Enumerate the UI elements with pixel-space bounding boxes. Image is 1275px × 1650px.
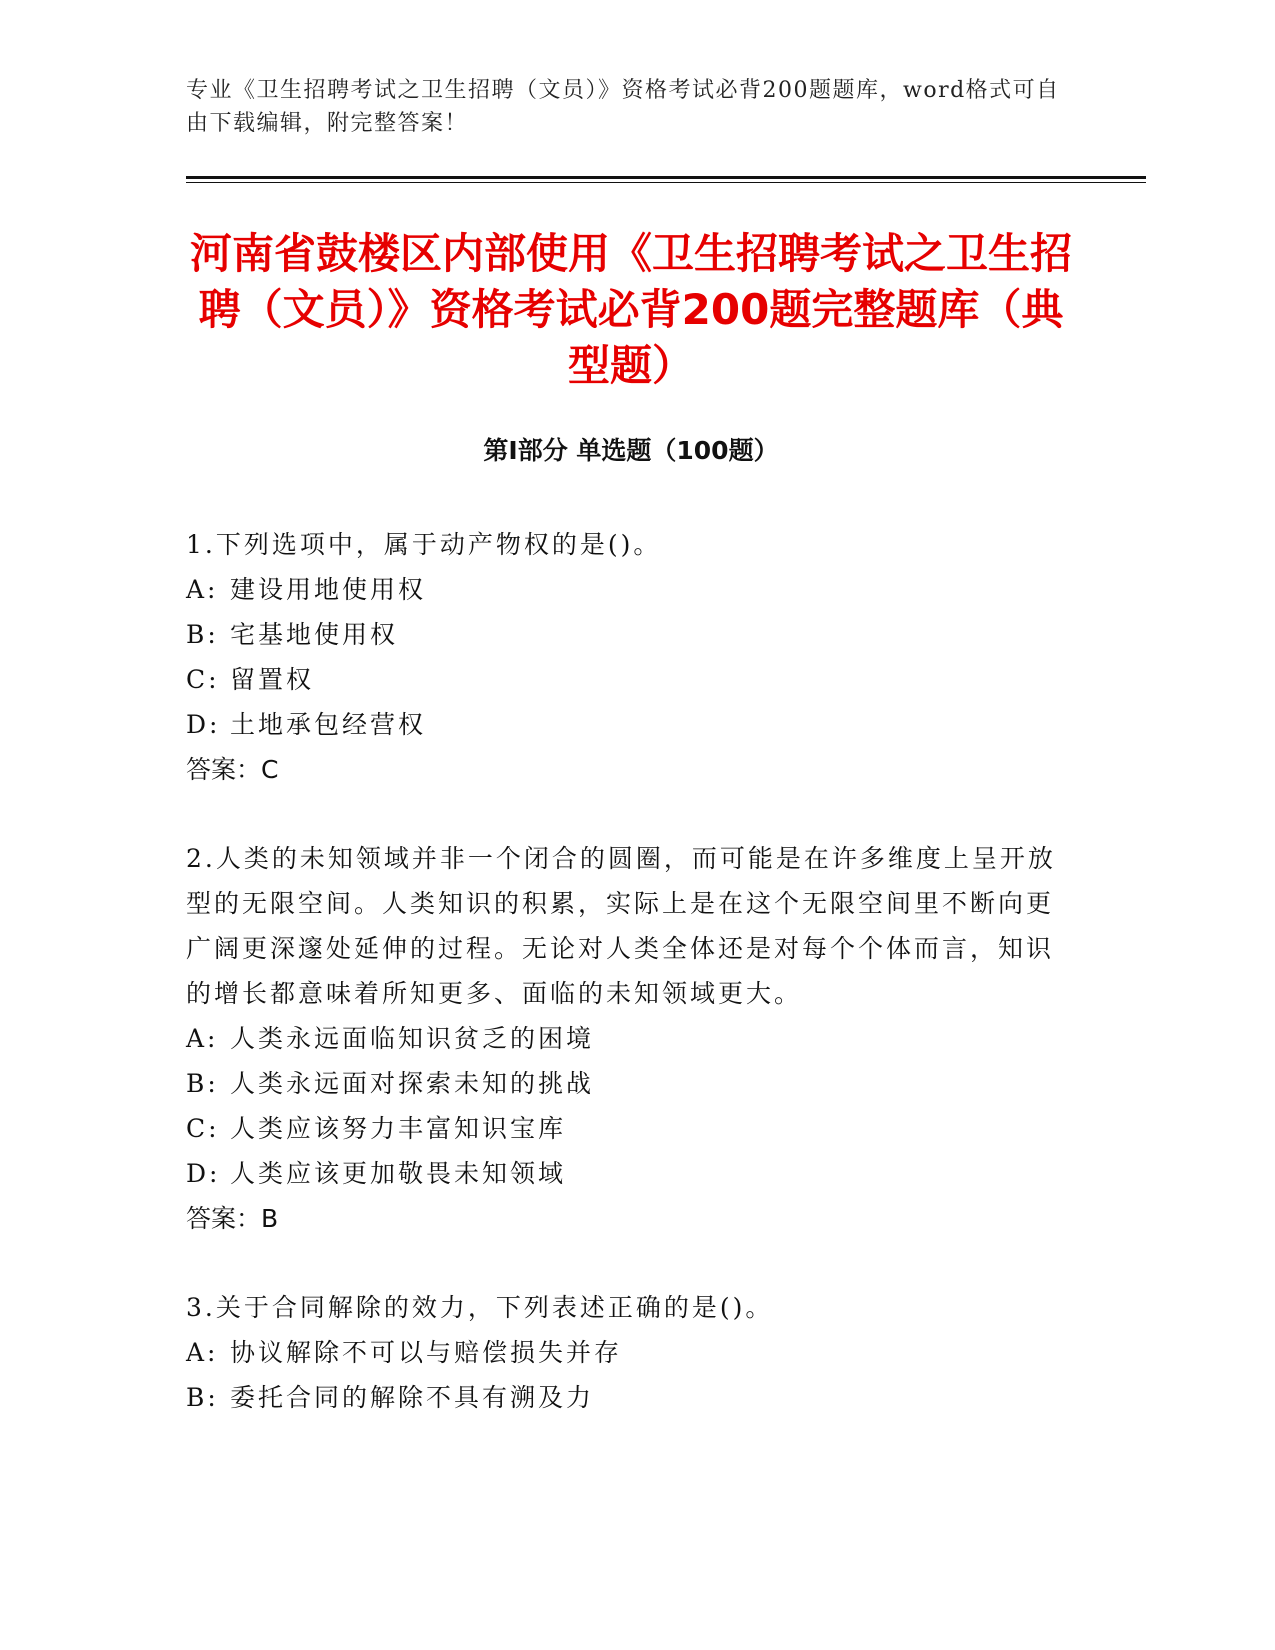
option-letter: D: <box>186 1159 221 1188</box>
question-item <box>186 836 1066 1241</box>
header-divider-thin <box>186 182 1146 183</box>
option-text: 人类永远面临知识贫乏的困境 <box>230 1024 595 1053</box>
option-text: 委托合同的解除不具有溯及力 <box>230 1383 595 1412</box>
question-stem: 3.关于合同解除的效力，下列表述正确的是()。 <box>186 1293 774 1322</box>
answer-line: 答案：B <box>186 1204 279 1233</box>
option-d <box>186 702 1066 747</box>
question-stem: 1.下列选项中，属于动产物权的是()。 <box>186 530 662 559</box>
option-letter: C: <box>186 665 220 694</box>
option-b <box>186 612 1066 657</box>
option-text: 人类应该努力丰富知识宝库 <box>230 1114 567 1143</box>
option-b <box>186 1375 1066 1420</box>
question-list <box>186 522 1066 1464</box>
option-text: 留置权 <box>230 665 315 694</box>
option-a <box>186 1330 1066 1375</box>
option-d <box>186 1151 1066 1196</box>
option-letter: A: <box>186 1024 219 1053</box>
option-letter: A: <box>186 1338 219 1367</box>
question-stem: 2.人类的未知领域并非一个闭合的圆圈，而可能是在许多维度上呈开放型的无限空间。人类知识的积累，实际上是在这个无限空间里不断向更广阔更深邃处延伸的过程。无论对人类全体还是对每个个体而言，知识的增长都意味着所知更多、面临的未知领域更大。 <box>186 844 1056 1008</box>
header-note: 专业《卫生招聘考试之卫生招聘（文员）》资格考试必背200题题库，word格式可自由下载编辑，附完整答案！ <box>186 78 1060 136</box>
option-text: 宅基地使用权 <box>230 620 399 649</box>
option-letter: B: <box>186 620 219 649</box>
option-text: 土地承包经营权 <box>230 710 427 739</box>
option-letter: B: <box>186 1383 219 1412</box>
option-a <box>186 1016 1066 1061</box>
section-title: 第Ⅰ部分 单选题（100题） <box>483 436 779 465</box>
option-text: 人类永远面对探索未知的挑战 <box>230 1069 595 1098</box>
option-letter: A: <box>186 575 219 604</box>
option-letter: B: <box>186 1069 219 1098</box>
question-item <box>186 522 1066 792</box>
option-letter: C: <box>186 1114 220 1143</box>
header-divider-thick <box>186 176 1146 179</box>
option-b <box>186 1061 1066 1106</box>
option-c <box>186 657 1066 702</box>
option-text: 建设用地使用权 <box>230 575 427 604</box>
option-text: 人类应该更加敬畏未知领域 <box>230 1159 567 1188</box>
option-letter: D: <box>186 710 221 739</box>
answer-line: 答案：C <box>186 755 279 784</box>
document-title: 河南省鼓楼区内部使用《卫生招聘考试之卫生招聘（文员）》资格考试必背200题完整题库（典型题） <box>189 229 1072 390</box>
question-item <box>186 1285 1066 1420</box>
option-c <box>186 1106 1066 1151</box>
option-a <box>186 567 1066 612</box>
option-text: 协议解除不可以与赔偿损失并存 <box>230 1338 623 1367</box>
